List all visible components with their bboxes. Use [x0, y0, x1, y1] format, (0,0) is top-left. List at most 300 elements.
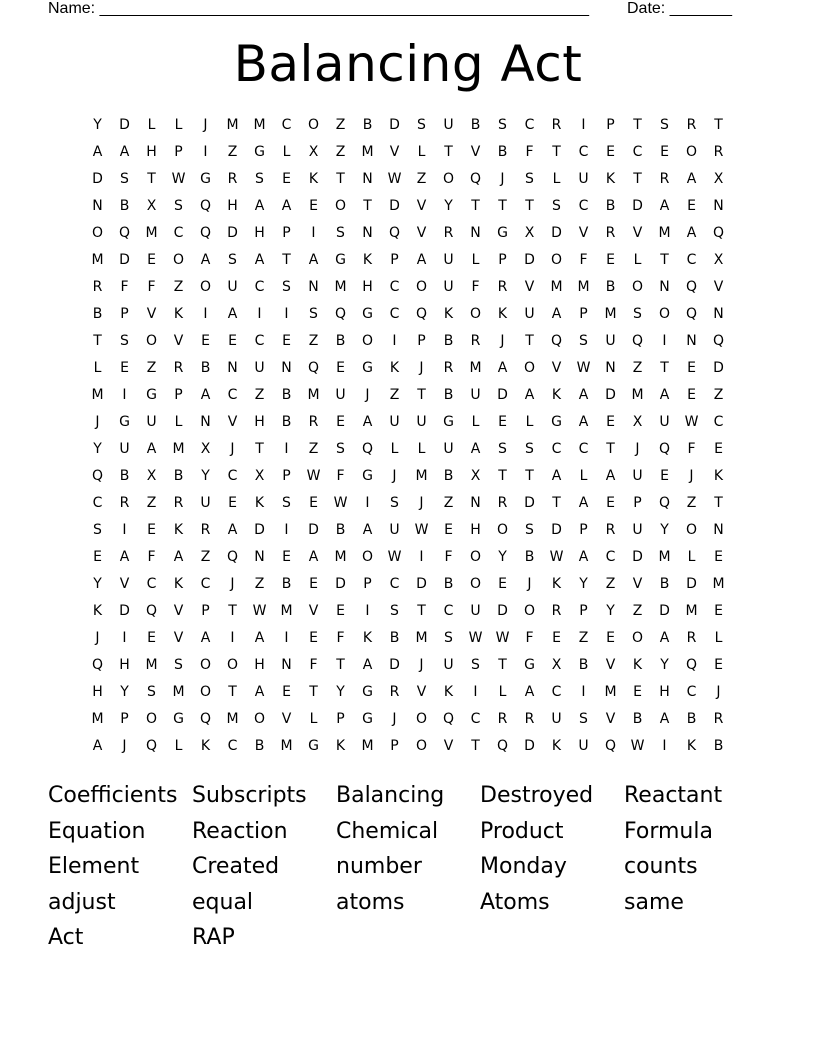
grid-letter: B: [173, 468, 184, 484]
grid-letter: T: [417, 387, 426, 403]
grid-row: [84, 355, 732, 382]
grid-letter: E: [309, 495, 318, 511]
grid-letter: T: [444, 144, 453, 160]
word-list-item: same: [624, 889, 684, 915]
grid-letter: D: [335, 576, 346, 592]
grid-letter: E: [660, 468, 669, 484]
grid-letter: Z: [686, 495, 697, 511]
grid-letter: Q: [199, 711, 212, 727]
grid-letter: W: [684, 414, 699, 430]
grid-letter: B: [281, 387, 292, 403]
grid-letter: S: [174, 657, 183, 673]
grid-letter: S: [336, 225, 345, 241]
grid-letter: V: [389, 144, 400, 160]
grid-letter: R: [227, 171, 238, 187]
grid-letter: H: [659, 684, 670, 700]
grid-letter: A: [308, 252, 319, 268]
grid-letter: U: [119, 441, 130, 457]
grid-letter: C: [146, 576, 157, 592]
grid-letter: T: [525, 333, 534, 349]
grid-letter: O: [685, 144, 698, 160]
word-list-item: Element: [48, 854, 140, 879]
grid-letter: P: [633, 495, 642, 511]
grid-letter: O: [658, 306, 671, 322]
grid-letter: P: [579, 522, 588, 538]
grid-letter: S: [498, 117, 507, 133]
grid-letter: E: [606, 414, 615, 430]
grid-letter: P: [282, 468, 291, 484]
grid-letter: E: [606, 252, 615, 268]
grid-letter: M: [145, 225, 158, 241]
grid-letter: K: [173, 522, 184, 538]
grid-letter: L: [498, 684, 507, 700]
grid-letter: B: [578, 657, 589, 673]
grid-letter: Q: [415, 306, 428, 322]
grid-letter: M: [253, 117, 266, 133]
grid-letter: Q: [388, 225, 401, 241]
grid-letter: K: [497, 306, 508, 322]
grid-letter: B: [497, 144, 508, 160]
grid-letter: Z: [254, 576, 265, 592]
grid-letter: I: [257, 306, 262, 322]
grid-letter: W: [333, 495, 348, 511]
grid-letter: E: [687, 387, 696, 403]
grid-letter: T: [471, 198, 480, 214]
grid-letter: O: [145, 711, 158, 727]
grid-row: [84, 247, 732, 274]
grid-letter: I: [284, 441, 289, 457]
grid-letter: I: [662, 333, 667, 349]
grid-letter: O: [199, 657, 212, 673]
grid-letter: K: [605, 171, 616, 187]
grid-letter: Y: [201, 468, 210, 484]
grid-letter: N: [659, 279, 670, 295]
grid-letter: W: [387, 171, 402, 187]
grid-letter: L: [147, 117, 156, 133]
grid-letter: R: [497, 279, 508, 295]
grid-letter: U: [443, 441, 454, 457]
grid-letter: E: [606, 495, 615, 511]
grid-letter: F: [687, 441, 696, 457]
grid-letter: J: [230, 441, 235, 457]
grid-letter: D: [686, 576, 697, 592]
word-list-item: Product: [480, 818, 564, 844]
grid-letter: W: [306, 468, 321, 484]
grid-letter: Q: [685, 279, 698, 295]
grid-letter: J: [95, 414, 100, 430]
grid-letter: K: [362, 630, 373, 646]
grid-letter: P: [606, 117, 615, 133]
grid-letter: A: [524, 684, 535, 700]
grid-letter: U: [335, 387, 346, 403]
grid-letter: C: [200, 576, 211, 592]
page-title: Balancing Act: [233, 35, 583, 93]
grid-letter: P: [174, 387, 183, 403]
grid-letter: I: [581, 684, 586, 700]
grid-letter: W: [171, 171, 186, 187]
grid-letter: Q: [550, 333, 563, 349]
grid-letter: T: [363, 198, 372, 214]
grid-letter: G: [173, 711, 184, 727]
grid-letter: J: [419, 657, 424, 673]
grid-letter: V: [443, 738, 454, 754]
grid-letter: S: [579, 333, 588, 349]
grid-letter: M: [658, 549, 671, 565]
grid-letter: G: [254, 144, 265, 160]
grid-row: [84, 679, 732, 706]
grid-letter: Z: [389, 387, 400, 403]
grid-letter: N: [281, 360, 292, 376]
grid-letter: J: [500, 333, 505, 349]
grid-letter: C: [551, 441, 562, 457]
grid-row: [84, 733, 732, 760]
grid-letter: Z: [335, 117, 346, 133]
grid-letter: K: [173, 576, 184, 592]
grid-letter: R: [470, 333, 481, 349]
grid-letter: B: [443, 576, 454, 592]
grid-letter: B: [335, 333, 346, 349]
grid-letter: A: [470, 441, 481, 457]
grid-letter: E: [147, 630, 156, 646]
grid-letter: S: [498, 441, 507, 457]
grid-letter: D: [497, 387, 508, 403]
grid-letter: I: [419, 549, 424, 565]
word-list-item: Reaction: [192, 818, 288, 844]
grid-letter: C: [173, 225, 184, 241]
grid-letter: H: [362, 279, 373, 295]
grid-letter: T: [282, 252, 291, 268]
grid-letter: E: [336, 414, 345, 430]
grid-letter: R: [443, 225, 454, 241]
grid-letter: I: [473, 684, 478, 700]
grid-letter: Y: [93, 441, 102, 457]
grid-letter: T: [309, 684, 318, 700]
grid-letter: J: [365, 387, 370, 403]
grid-letter: M: [226, 711, 239, 727]
grid-letter: P: [282, 225, 291, 241]
grid-letter: I: [662, 738, 667, 754]
grid-letter: K: [200, 738, 211, 754]
grid-letter: E: [228, 333, 237, 349]
grid-letter: D: [659, 603, 670, 619]
grid-letter: X: [551, 657, 562, 673]
grid-row: [84, 112, 732, 139]
grid-letter: L: [579, 468, 588, 484]
grid-letter: O: [172, 252, 185, 268]
grid-letter: V: [632, 576, 643, 592]
grid-letter: I: [392, 333, 397, 349]
grid-letter: M: [631, 387, 644, 403]
grid-letter: O: [253, 711, 266, 727]
grid-letter: E: [687, 360, 696, 376]
grid-letter: J: [392, 711, 397, 727]
word-list-item: Created: [192, 854, 280, 879]
grid-letter: S: [336, 441, 345, 457]
grid-letter: R: [443, 360, 454, 376]
grid-letter: F: [147, 279, 156, 295]
grid-letter: N: [200, 414, 211, 430]
grid-row: [84, 517, 732, 544]
grid-letter: R: [173, 495, 184, 511]
grid-letter: A: [416, 252, 427, 268]
grid-letter: K: [362, 252, 373, 268]
grid-letter: Q: [334, 306, 347, 322]
grid-letter: S: [633, 306, 642, 322]
grid-letter: H: [92, 684, 103, 700]
grid-letter: Q: [91, 657, 104, 673]
grid-letter: P: [363, 576, 372, 592]
grid-letter: Q: [496, 738, 509, 754]
grid-letter: M: [469, 360, 482, 376]
grid-letter: Z: [605, 576, 616, 592]
grid-letter: H: [254, 225, 265, 241]
grid-letter: U: [632, 468, 643, 484]
grid-letter: T: [498, 198, 507, 214]
grid-letter: S: [174, 198, 183, 214]
grid-letter: O: [361, 549, 374, 565]
grid-letter: Z: [308, 441, 319, 457]
grid-letter: T: [147, 171, 156, 187]
grid-letter: R: [659, 171, 670, 187]
grid-letter: D: [632, 198, 643, 214]
grid-letter: O: [496, 522, 509, 538]
grid-letter: O: [415, 279, 428, 295]
grid-letter: L: [174, 738, 183, 754]
grid-letter: R: [605, 225, 616, 241]
grid-letter: Q: [658, 441, 671, 457]
grid-row: [84, 139, 732, 166]
grid-letter: A: [659, 387, 670, 403]
grid-letter: E: [282, 171, 291, 187]
grid-letter: P: [390, 252, 399, 268]
grid-letter: R: [119, 495, 130, 511]
grid-letter: Q: [226, 549, 239, 565]
grid-letter: T: [336, 657, 345, 673]
grid-letter: F: [120, 279, 129, 295]
grid-letter: I: [122, 630, 127, 646]
grid-letter: U: [200, 495, 211, 511]
grid-letter: B: [686, 711, 697, 727]
grid-letter: U: [416, 414, 427, 430]
grid-letter: A: [686, 171, 697, 187]
grid-letter: T: [525, 198, 534, 214]
grid-letter: Z: [335, 144, 346, 160]
grid-letter: R: [524, 711, 535, 727]
grid-letter: C: [632, 144, 643, 160]
grid-letter: H: [227, 198, 238, 214]
grid-letter: R: [605, 522, 616, 538]
grid-letter: N: [227, 360, 238, 376]
grid-letter: A: [200, 630, 211, 646]
grid-letter: D: [92, 171, 103, 187]
grid-letter: M: [685, 603, 698, 619]
word-list-item: counts: [624, 854, 698, 879]
grid-letter: B: [443, 333, 454, 349]
grid-letter: B: [605, 198, 616, 214]
grid-letter: D: [524, 495, 535, 511]
letter-grid: [84, 112, 732, 760]
grid-letter: V: [632, 225, 643, 241]
grid-letter: J: [122, 738, 127, 754]
grid-letter: Q: [199, 225, 212, 241]
grid-letter: D: [605, 387, 616, 403]
grid-letter: O: [550, 252, 563, 268]
grid-letter: S: [444, 630, 453, 646]
grid-letter: C: [389, 576, 400, 592]
grid-letter: M: [604, 684, 617, 700]
grid-letter: Y: [444, 198, 453, 214]
grid-letter: J: [500, 171, 505, 187]
grid-letter: L: [552, 171, 561, 187]
grid-letter: P: [120, 306, 129, 322]
grid-letter: J: [419, 360, 424, 376]
grid-letter: T: [417, 603, 426, 619]
grid-letter: A: [254, 252, 265, 268]
grid-letter: B: [92, 306, 103, 322]
grid-letter: Z: [443, 495, 454, 511]
word-list-item: Reactant: [624, 783, 723, 808]
grid-letter: A: [146, 441, 157, 457]
grid-letter: E: [228, 495, 237, 511]
grid-letter: S: [309, 306, 318, 322]
grid-letter: V: [173, 603, 184, 619]
grid-letter: N: [713, 198, 724, 214]
grid-row: [84, 409, 732, 436]
grid-row: [84, 571, 732, 598]
grid-letter: M: [226, 117, 239, 133]
grid-letter: R: [497, 495, 508, 511]
grid-letter: D: [119, 117, 130, 133]
grid-letter: N: [281, 657, 292, 673]
grid-letter: P: [579, 306, 588, 322]
grid-letter: Z: [713, 387, 724, 403]
grid-letter: T: [498, 468, 507, 484]
grid-letter: Y: [93, 117, 102, 133]
grid-letter: M: [280, 738, 293, 754]
word-list-item: Subscripts: [192, 783, 307, 808]
grid-letter: R: [389, 684, 400, 700]
grid-letter: W: [630, 738, 645, 754]
grid-letter: B: [659, 576, 670, 592]
grid-letter: C: [281, 117, 292, 133]
grid-letter: B: [200, 360, 211, 376]
grid-letter: H: [254, 414, 265, 430]
grid-letter: P: [579, 603, 588, 619]
grid-letter: O: [631, 279, 644, 295]
grid-letter: F: [525, 144, 534, 160]
grid-letter: A: [92, 144, 103, 160]
date-line: Date: _______: [627, 0, 732, 17]
grid-letter: F: [336, 468, 345, 484]
name-line: Name: _______________________________________________________: [48, 0, 589, 17]
grid-letter: O: [226, 657, 239, 673]
grid-letter: C: [578, 441, 589, 457]
grid-letter: E: [498, 414, 507, 430]
grid-letter: T: [255, 441, 264, 457]
grid-letter: A: [200, 387, 211, 403]
word-list-item: atoms: [336, 889, 405, 915]
grid-letter: A: [362, 414, 373, 430]
grid-letter: C: [686, 684, 697, 700]
grid-letter: A: [686, 225, 697, 241]
grid-letter: O: [199, 684, 212, 700]
grid-letter: A: [578, 414, 589, 430]
grid-letter: M: [415, 630, 428, 646]
word-list-item: Formula: [624, 818, 713, 844]
grid-letter: G: [308, 738, 319, 754]
grid-letter: O: [523, 360, 536, 376]
grid-letter: S: [417, 117, 426, 133]
grid-letter: Z: [200, 549, 211, 565]
grid-letter: A: [551, 306, 562, 322]
grid-letter: A: [173, 549, 184, 565]
grid-letter: C: [227, 738, 238, 754]
grid-letter: L: [309, 711, 318, 727]
grid-letter: X: [254, 468, 265, 484]
grid-letter: Q: [604, 738, 617, 754]
grid-letter: P: [390, 738, 399, 754]
grid-letter: B: [362, 117, 373, 133]
grid-letter: S: [228, 252, 237, 268]
grid-letter: V: [416, 684, 427, 700]
grid-letter: C: [443, 603, 454, 619]
grid-letter: C: [605, 549, 616, 565]
grid-letter: I: [203, 306, 208, 322]
grid-letter: U: [470, 603, 481, 619]
grid-letter: A: [659, 630, 670, 646]
grid-letter: K: [632, 657, 643, 673]
grid-letter: D: [524, 738, 535, 754]
grid-row: [84, 301, 732, 328]
grid-letter: L: [471, 252, 480, 268]
grid-letter: Z: [578, 630, 589, 646]
grid-letter: I: [311, 225, 316, 241]
grid-letter: D: [416, 576, 427, 592]
grid-letter: E: [714, 657, 723, 673]
grid-row: [84, 166, 732, 193]
grid-letter: B: [335, 522, 346, 538]
grid-letter: N: [362, 225, 373, 241]
grid-letter: P: [498, 252, 507, 268]
grid-letter: V: [416, 225, 427, 241]
grid-letter: M: [415, 468, 428, 484]
grid-letter: D: [497, 603, 508, 619]
grid-letter: M: [361, 738, 374, 754]
grid-letter: E: [714, 549, 723, 565]
grid-letter: M: [334, 279, 347, 295]
grid-letter: M: [334, 549, 347, 565]
grid-letter: U: [227, 279, 238, 295]
grid-letter: V: [605, 711, 616, 727]
grid-letter: E: [93, 549, 102, 565]
word-list-item: Monday: [480, 854, 567, 879]
grid-letter: S: [282, 279, 291, 295]
grid-letter: V: [578, 225, 589, 241]
grid-letter: E: [147, 252, 156, 268]
grid-letter: A: [227, 522, 238, 538]
grid-letter: I: [230, 630, 235, 646]
grid-letter: W: [387, 549, 402, 565]
grid-letter: S: [525, 441, 534, 457]
grid-letter: M: [145, 657, 158, 673]
grid-letter: W: [549, 549, 564, 565]
grid-letter: B: [119, 468, 130, 484]
grid-row: [84, 274, 732, 301]
grid-letter: A: [578, 549, 589, 565]
grid-letter: S: [93, 522, 102, 538]
grid-letter: O: [523, 603, 536, 619]
grid-letter: A: [362, 657, 373, 673]
